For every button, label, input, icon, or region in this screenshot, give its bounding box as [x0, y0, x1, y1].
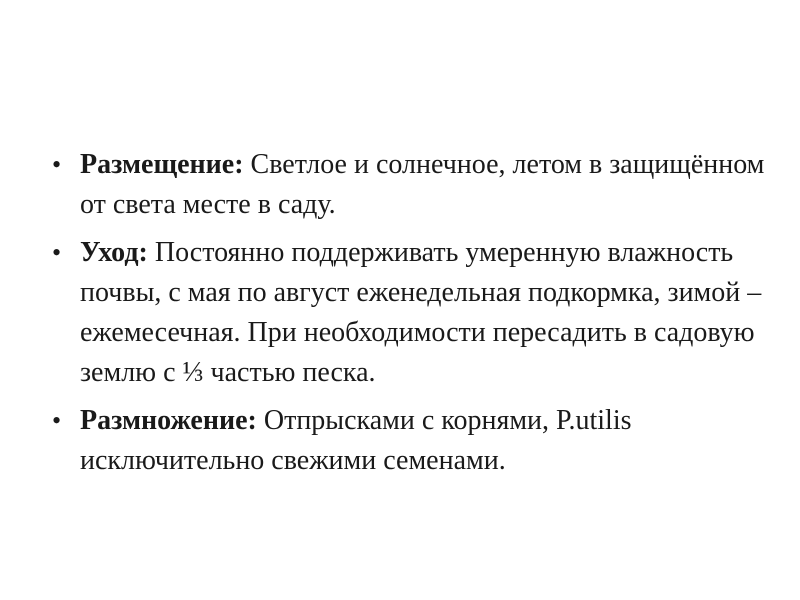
- bullet-dot-icon: •: [52, 406, 62, 435]
- bullet-text: Отпрысками с корнями, P.utilis исключительно свежими семенами.: [80, 405, 632, 476]
- bullet-dot-icon: •: [52, 150, 62, 179]
- bullet-text: Светлое и солнечное, летом в защищённом от света месте в саду.: [80, 149, 765, 220]
- bullet-care: [40, 233, 770, 393]
- bullet-text: Постоянно поддерживать умеренную влажность почвы, с мая по август еженедельная подкормка, зимой – ежемесечная. При необходимости пересадить в садовую землю с ⅓ частью песка.: [80, 237, 762, 388]
- bullet-label: Размещение:: [80, 149, 244, 180]
- bullet-label: Размножение:: [80, 405, 257, 436]
- bullet-placement: [40, 145, 770, 225]
- bullet-dot-icon: •: [52, 238, 62, 267]
- bullet-list: [40, 145, 770, 489]
- bullet-propagation: [40, 401, 770, 481]
- bullet-label: Уход:: [80, 237, 148, 268]
